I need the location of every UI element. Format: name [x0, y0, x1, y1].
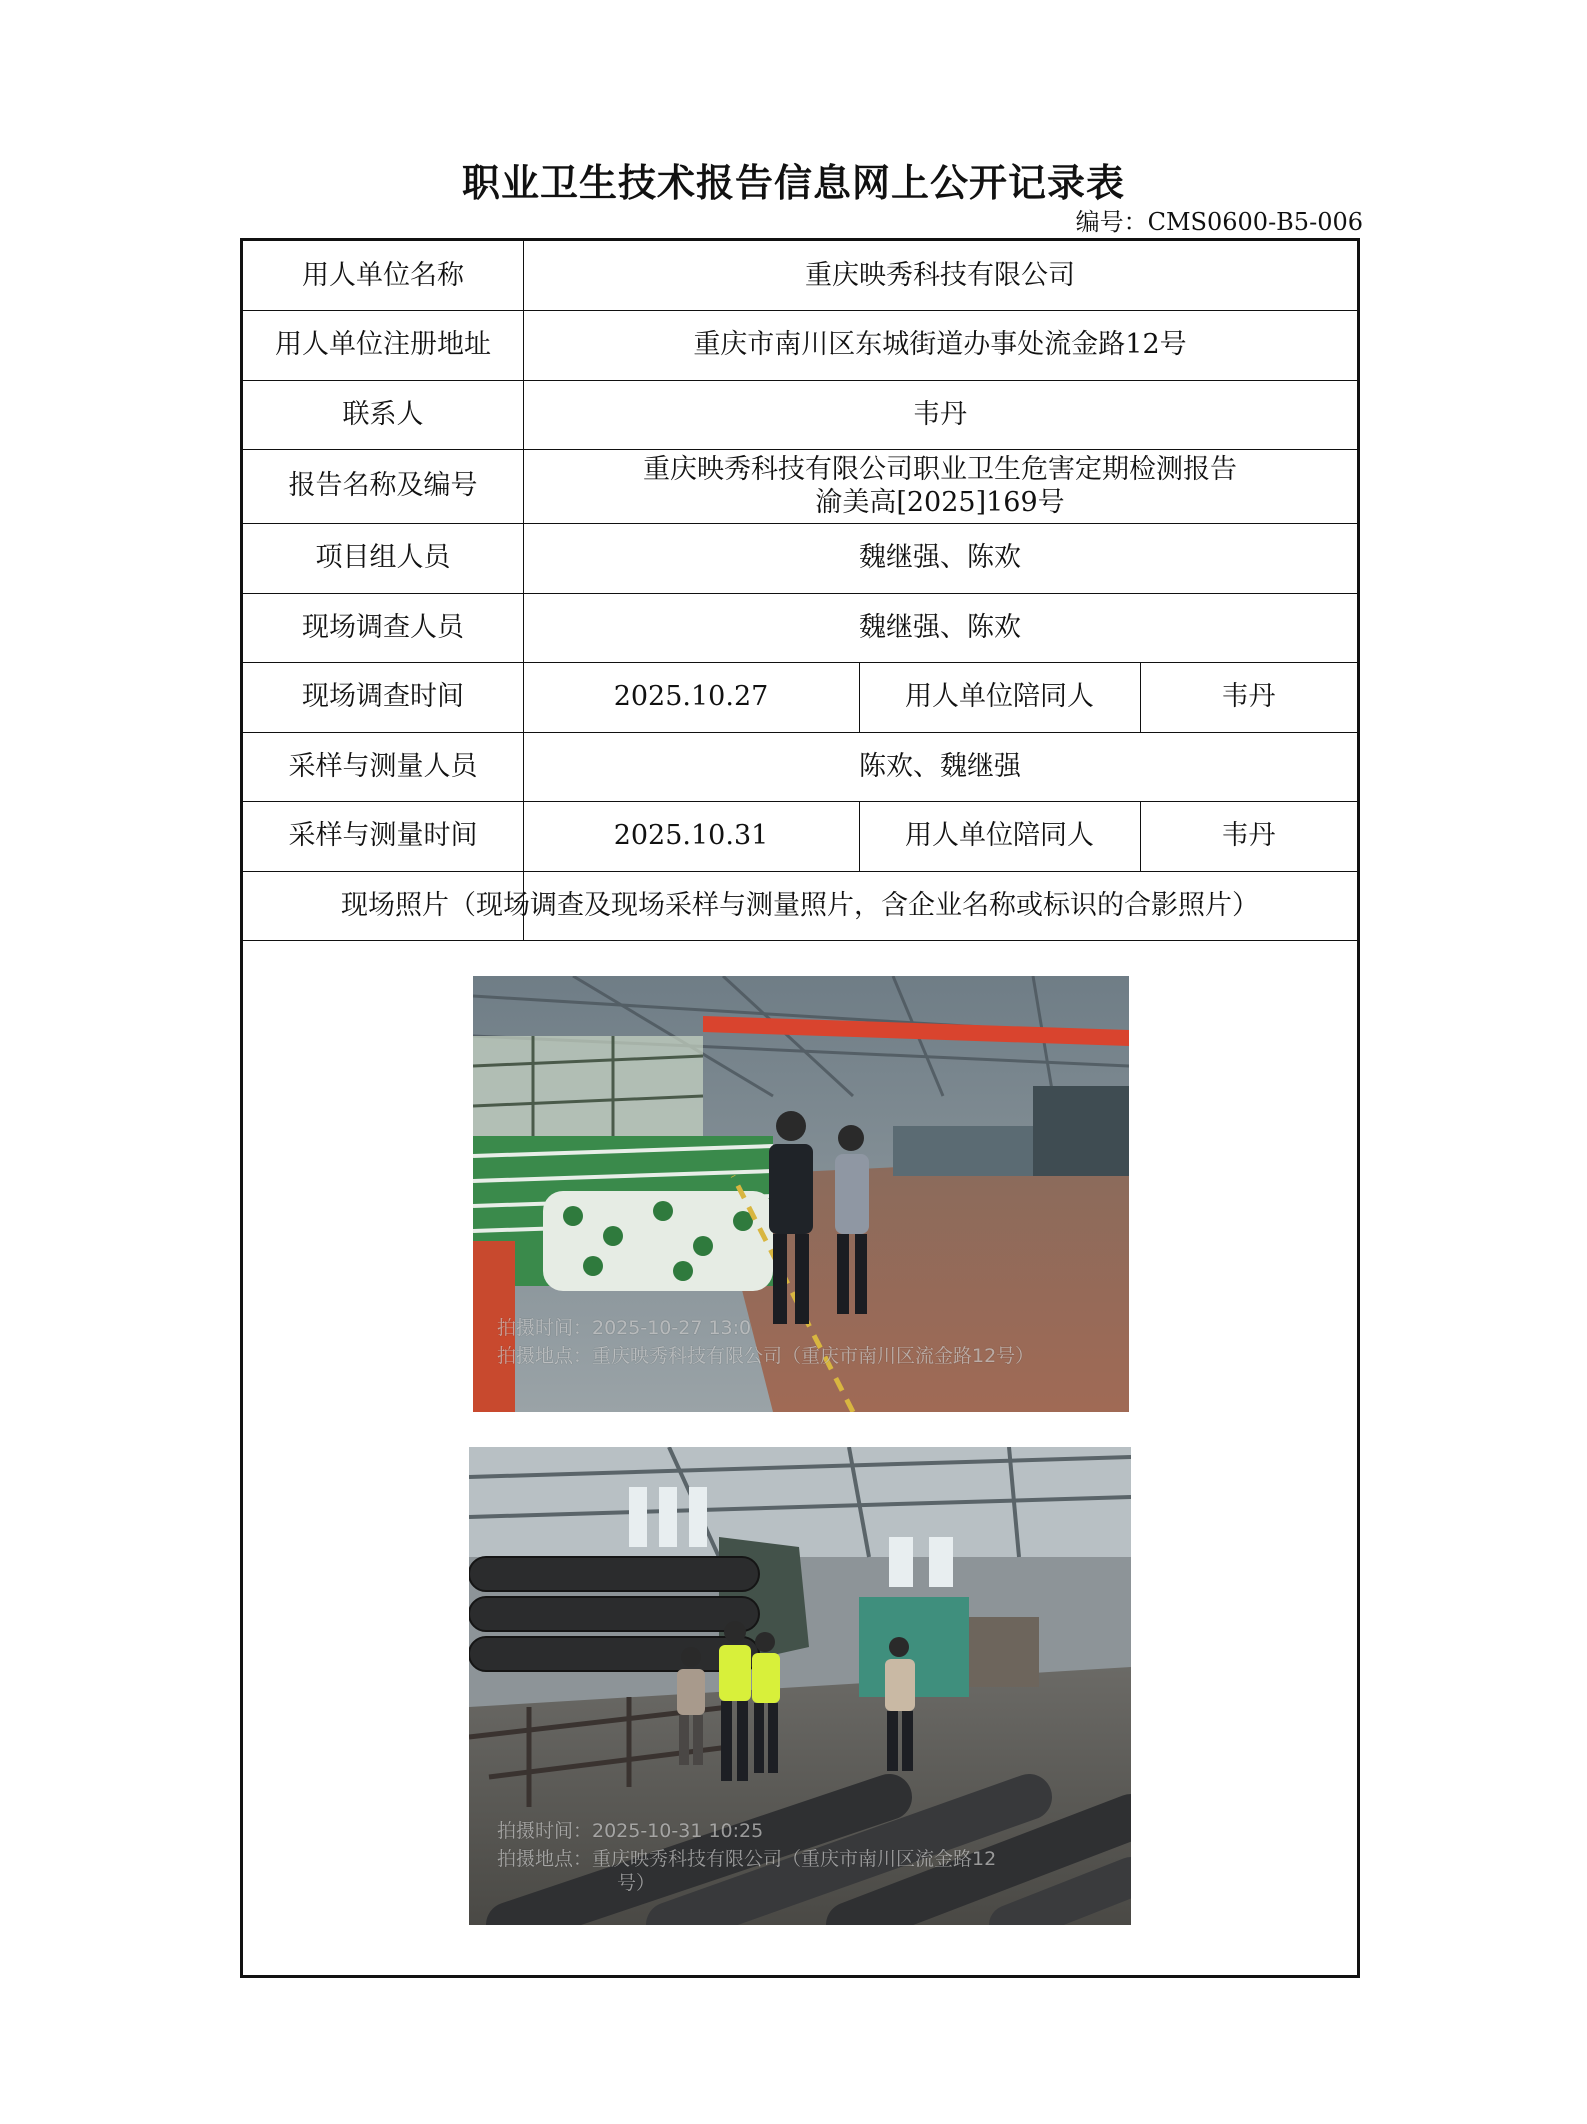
- photo-timestamp: 拍摄时间：2025-10-31 10:25: [497, 1820, 764, 1842]
- sampling-time-label: 采样与测量时间: [288, 820, 478, 851]
- employer-address-label: 用人单位注册地址: [275, 329, 491, 360]
- site-survey-photo: [473, 976, 1129, 1412]
- sampling-time-value: 2025.10.31: [613, 820, 769, 851]
- project-team-label: 项目组人员: [315, 542, 451, 573]
- sampling-photo: [469, 1447, 1131, 1925]
- employer-name-value: 重庆映秀科技有限公司: [805, 259, 1075, 291]
- companion-value: 韦丹: [1221, 820, 1276, 851]
- site-investigation-time-value: 2025.10.27: [613, 681, 769, 712]
- companion-value: 韦丹: [1221, 681, 1276, 712]
- employer-name-label: 用人单位名称: [302, 259, 464, 291]
- site-investigators-label: 现场调查人员: [302, 611, 464, 643]
- sampling-staff-value: 陈欢、魏继强: [859, 750, 1021, 782]
- contact-value: 韦丹: [913, 398, 967, 430]
- companion-label: 用人单位陪同人: [905, 820, 1094, 851]
- photo-location: 拍摄地点：重庆映秀科技有限公司（重庆市南川区流金路12号）: [497, 1345, 1035, 1367]
- record-form: [240, 238, 1360, 1978]
- contact-label: 联系人: [342, 398, 424, 430]
- site-investigators-value: 魏继强、陈欢: [859, 611, 1021, 643]
- employer-address-value: 重庆市南川区东城街道办事处流金路12号: [693, 329, 1187, 360]
- report-label: 报告名称及编号: [288, 470, 478, 501]
- sampling-staff-label: 采样与测量人员: [288, 750, 478, 782]
- photo-timestamp: 拍摄时间：2025-10-27 13:0: [497, 1317, 752, 1339]
- row-divider: [243, 940, 1357, 941]
- report-name: 重庆映秀科技有限公司职业卫生危害定期检测报告: [643, 454, 1237, 485]
- report-number: 渝美高[2025]169号: [815, 487, 1065, 518]
- photos-header: 现场照片（现场调查及现场采样与测量照片，含企业名称或标识的合影照片）: [341, 889, 1259, 921]
- report-value: [523, 449, 1357, 523]
- photo-location: 拍摄地点：重庆映秀科技有限公司（重庆市南川区流金路12: [497, 1848, 997, 1870]
- companion-label: 用人单位陪同人: [905, 681, 1094, 712]
- photo-location-continued: 号）: [617, 1872, 656, 1894]
- site-investigation-time-label: 现场调查时间: [302, 681, 464, 712]
- project-team-value: 魏继强、陈欢: [859, 542, 1021, 573]
- document-number: 编号：CMS0600-B5-006: [1075, 208, 1363, 236]
- document-title: 职业卫生技术报告信息网上公开记录表: [461, 160, 1125, 205]
